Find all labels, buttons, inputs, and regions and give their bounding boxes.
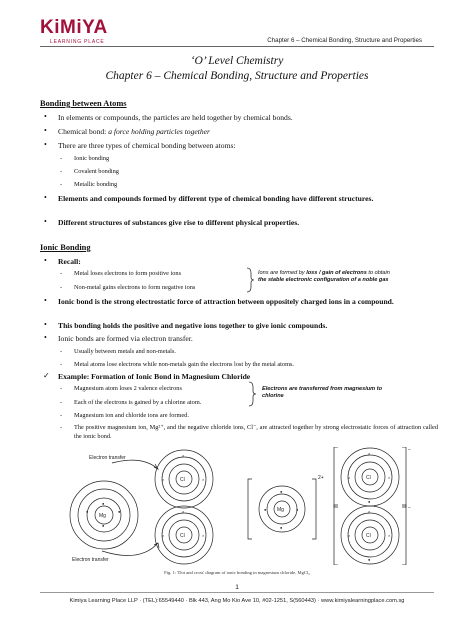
svg-text:●: ● xyxy=(368,557,371,562)
chemical-bond-label: Chemical bond: xyxy=(58,127,109,136)
bullet: • xyxy=(44,193,47,202)
fig-cl-charge-bottom: − xyxy=(408,505,411,511)
figure-caption: Fig. 1: 'Dot and cross' diagram of ionic bonding in magnesium chloride, MgCl₂ xyxy=(164,570,310,575)
transfer-brace xyxy=(247,381,257,407)
recall-item-nonmetal: Non-metal gains electrons to form negative ions xyxy=(74,284,196,291)
svg-text:×: × xyxy=(388,533,391,538)
dash: - xyxy=(60,270,63,277)
svg-text:×: × xyxy=(202,477,205,482)
bond-type-ionic: Ionic bonding xyxy=(74,155,110,162)
svg-text:●: ● xyxy=(280,489,283,494)
svg-text:●: ● xyxy=(280,525,283,530)
example-step-4: The positive magnesium ion, Mg²⁺, and the negative chloride ions, Cl⁻, are attracted together by strong electrostatic forces of attraction called the ionic bond. xyxy=(74,424,438,440)
bullet: • xyxy=(44,140,47,149)
fig-mg-ion: Mg xyxy=(277,507,284,513)
recall-label: Recall: xyxy=(58,257,81,266)
logo-main-text: KiMiYA xyxy=(40,17,108,38)
footer-contact: Kimiya Learning Place LLP · (TEL):65549440 · Blk 443, Ang Mo Kio Ave 10, #02-1251, S(560443) · www.kimiyalearningplace.com.sg xyxy=(69,598,405,604)
fig-cl-charge-top: − xyxy=(408,447,411,453)
note-text-1: Ions are formed by xyxy=(258,270,307,276)
example-step-3: Magnesium ion and chloride ions are formed. xyxy=(74,412,189,419)
bullet: • xyxy=(44,256,47,265)
fig-label-transfer-2: Electron transfer xyxy=(72,557,109,563)
logo-sub-text: LEARNING PLACE xyxy=(50,39,105,45)
doc-title: ‘O’ Level Chemistry xyxy=(190,55,284,67)
bonding-point-1: In elements or compounds, the particles are held together by chemical bonds. xyxy=(58,113,293,122)
svg-text:×: × xyxy=(348,533,351,538)
bonding-point-2 xyxy=(58,127,438,136)
fig-cl-atom-bottom: Cl xyxy=(180,533,185,539)
bullet: • xyxy=(44,112,47,121)
chemical-bond-definition: a force holding particles together xyxy=(108,127,210,136)
svg-text:×: × xyxy=(162,477,165,482)
ion-formation-note xyxy=(258,270,438,284)
fig-mg-charge: 2+ xyxy=(318,475,324,481)
svg-text:×: × xyxy=(348,475,351,480)
ionic-subpoint-1: Usually between metals and non-metals. xyxy=(74,348,176,355)
page-number: 1 xyxy=(235,584,239,591)
example-heading: Example: Formation of Ionic Bond in Magnesium Chloride xyxy=(58,372,251,381)
bonding-point-4: Elements and compounds formed by different type of chemical bonding have different structures. xyxy=(58,194,374,203)
example-step-2: Each of the electrons is gained by a chlorine atom. xyxy=(74,399,202,406)
transfer-note: Electrons are transferred from magnesium to chlorine xyxy=(262,386,382,399)
kimiya-logo xyxy=(40,18,120,48)
bonding-point-3: There are three types of chemical bonding between atoms: xyxy=(58,141,236,150)
svg-text:●: ● xyxy=(102,523,105,528)
note-text-2: to obtain xyxy=(366,270,390,276)
fig-label-transfer-1: Electron transfer xyxy=(89,455,126,461)
svg-text:×: × xyxy=(202,533,205,538)
fig-cl-atom-top: Cl xyxy=(180,477,185,483)
svg-text:●: ● xyxy=(368,499,371,504)
bullet: • xyxy=(44,126,47,135)
section-heading-ionic: Ionic Bonding xyxy=(40,243,91,252)
bond-type-covalent: Covalent bonding xyxy=(74,168,119,175)
fig-cl-ion-top: Cl xyxy=(366,475,371,481)
example-step-1: Magnesium atom loses 2 valence electrons xyxy=(74,385,182,392)
mgcl2-dot-cross-diagram xyxy=(42,447,434,565)
footer-divider xyxy=(40,592,434,593)
dash: - xyxy=(60,181,63,188)
note-bold: loss / gain of electrons xyxy=(306,270,367,276)
svg-text:●: ● xyxy=(296,507,299,512)
header-chapter-ref: Chapter 6 – Chemical Bonding, Structure and Properties xyxy=(267,37,422,44)
dash: - xyxy=(60,348,63,355)
svg-text:×: × xyxy=(368,451,371,456)
dash: - xyxy=(60,284,63,291)
ionic-point-1: Ionic bond is the strong electrostatic force of attraction between oppositely charged ions in a compound. xyxy=(58,297,394,306)
dash: - xyxy=(60,385,63,392)
dash: - xyxy=(60,424,63,431)
bullet: • xyxy=(44,217,47,226)
bullet: • xyxy=(44,333,47,342)
ionic-point-3: Ionic bonds are formed via electron transfer. xyxy=(58,334,193,343)
dash: - xyxy=(60,412,63,419)
svg-text:×: × xyxy=(182,453,185,458)
svg-text:●: ● xyxy=(86,509,89,514)
bond-type-metallic: Metallic bonding xyxy=(74,181,118,188)
bullet: • xyxy=(44,320,47,329)
dash: - xyxy=(60,155,63,162)
bonding-point-5: Different structures of substances give rise to different physical properties. xyxy=(58,218,300,227)
fig-cl-ion-bottom: Cl xyxy=(366,533,371,539)
header-divider xyxy=(40,46,434,47)
recall-item-metal: Metal loses electrons to form positive ions xyxy=(74,270,182,277)
svg-text:×: × xyxy=(388,475,391,480)
svg-text:●: ● xyxy=(118,509,121,514)
svg-text:×: × xyxy=(368,509,371,514)
bullet: • xyxy=(44,296,47,305)
recall-brace xyxy=(245,267,255,293)
fig-mg-atom: Mg xyxy=(99,513,106,519)
dash: - xyxy=(60,399,63,406)
check-icon: ✓ xyxy=(43,371,50,380)
ionic-point-2: This bonding holds the positive and negative ions together to give ionic compounds. xyxy=(58,321,328,330)
svg-text:×: × xyxy=(162,533,165,538)
note-line-2: the stable electronic configuration of a noble gas xyxy=(258,277,389,283)
svg-text:×: × xyxy=(182,509,185,514)
ionic-subpoint-2: Metal atoms lose electrons while non-metals gain the electrons lost by the metal atoms. xyxy=(74,361,294,368)
dash: - xyxy=(60,168,63,175)
dash: - xyxy=(60,361,63,368)
chapter-title: Chapter 6 – Chemical Bonding, Structure and Properties xyxy=(105,70,369,82)
svg-text:●: ● xyxy=(102,501,105,506)
svg-text:●: ● xyxy=(264,507,267,512)
section-heading-bonding: Bonding between Atoms xyxy=(40,99,127,108)
